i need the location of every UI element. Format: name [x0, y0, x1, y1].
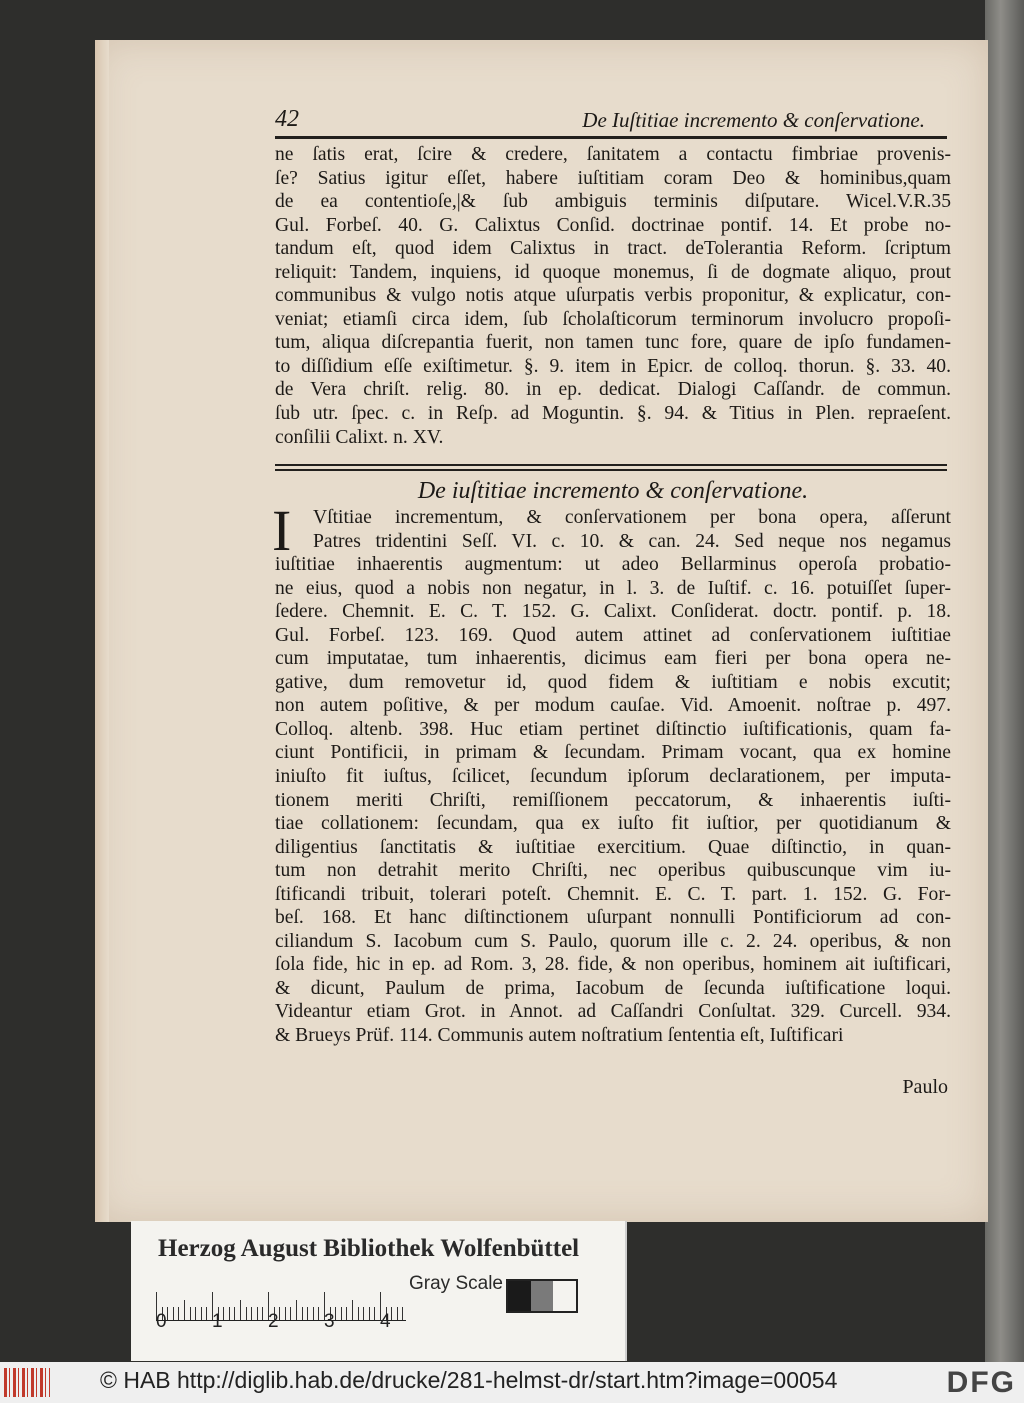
scale-number: 0 [156, 1311, 167, 1332]
text-line: ne eius, quod a nobis non negatur, in l. 3. de Iuſtif. c. 16. potuiſſet ſuper- [275, 577, 951, 599]
text-line: ſedere. Chemnit. E. C. T. 152. G. Calixt. Conſiderat. doctr. pontif. p. 18. [275, 601, 951, 623]
scale-number: 1 [212, 1311, 223, 1332]
text-line: ſtificandi tribuit, tolerari poteſt. Chemnit. E. C. T. part. 1. 152. G. For- [275, 883, 951, 905]
ruler-tick [178, 1307, 179, 1320]
ruler-tick [206, 1307, 207, 1320]
scale-number: 4 [380, 1311, 391, 1332]
header-rule [275, 136, 947, 139]
footer-bar [0, 1362, 1024, 1403]
running-head [275, 106, 955, 134]
text-line: non autem poſitive, & per modum cauſae. Vid. Amoenit. noſtrae p. 497. [275, 695, 951, 717]
running-head-title: De Iuſtitiae incremento & conſervatione. [582, 108, 925, 132]
ruler-tick [190, 1307, 191, 1320]
text-line: ſola fide, hic in ep. ad Rom. 3, 28. fide, & non operibus, hominem ait iuſtificari, [275, 954, 951, 976]
text-line: iniuſto fit iuſtus, ſcilicet, ſecundum ipſorum declarationem, per imputa- [275, 766, 951, 788]
text-line: ne ſatis erat, ſcire & credere, ſanitatem a contactu fimbriae provenis- [275, 144, 951, 165]
ruler-tick [341, 1307, 342, 1320]
ruler-tick [307, 1307, 308, 1320]
page-edge-shadow [95, 40, 109, 1222]
ruler-tick [363, 1307, 364, 1320]
ruler-tick [402, 1307, 403, 1320]
text-line: & dicunt, Paulum de prima, Iacobum de ſecunda iuſtificatione loqui. [275, 977, 951, 999]
section-title: De iuſtitiae incremento & conſervatione. [417, 478, 809, 504]
ruler-tick [201, 1307, 202, 1320]
ruler-tick [335, 1307, 336, 1320]
text-line: gative, dum removetur id, quod fidem & iuſtitiam e nobis excutit; [275, 671, 951, 693]
text-line: cum imputatae, tum inhaerentis, dicimus eam fieri per bona opera ne- [275, 648, 951, 670]
text-line: Gul. Forbeſ. 123. 169. Quod autem attinet ad conſervationem iuſtitiae [275, 624, 951, 646]
text-line: iuſtitiae inhaerentis augmentum: ut adeo Bellarminus operoſa probatio- [275, 554, 951, 576]
swatch-gray [531, 1281, 554, 1311]
ruler-tick [251, 1307, 252, 1320]
scale-number: 2 [268, 1311, 279, 1332]
text-line: de ea contentioſe,|& ſub ambiguis terminis diſputare. Wicel.V.R.35 [275, 191, 951, 213]
text-line: tandum eſt, quod idem Calixtus in tract. deTolerantia Reform. ſcriptum [275, 238, 951, 260]
gray-scale-swatches [506, 1279, 578, 1313]
ruler-tick [374, 1307, 375, 1320]
text-line: tiae collationem: ſecundam, qua ex iuſto fit iuſtior, per quotidianum & [275, 813, 951, 835]
text-line: veniat; etiamſi circa idem, ſub ſcholaſticorum terminorum involucro propoſi- [275, 308, 951, 330]
ruler-tick [391, 1307, 392, 1320]
library-name: Herzog August Bibliothek Wolfenbüttel [158, 1235, 580, 1262]
ruler-tick [229, 1307, 230, 1320]
initial-letter: I [272, 498, 292, 563]
ruler-tick [184, 1300, 185, 1320]
text-line: beſ. 168. Et hanc diſtinctionem uſurpant nonnulli Pontificiorum ad con- [275, 907, 951, 929]
color-reference-card [131, 1221, 627, 1361]
text-line: communibus & vulgo notis atque uſurpatis verbis proponitur, & explicatur, con- [275, 285, 951, 307]
text-line: diligentius ſanctitatis & iuſtitiae exercitium. Quae diſtinctio, in quan- [275, 836, 951, 858]
ruler-tick [346, 1307, 347, 1320]
ruler-tick [234, 1307, 235, 1320]
text-line: Colloq. altenb. 398. Huc etiam pertinet diſtinctio iuſtificationis, quam fa- [275, 718, 951, 740]
text-line: ciunt Pontificii, in primam & ſecundam. Primam vocant, qua ex homine [275, 742, 951, 764]
gray-scale-label: Gray Scale [409, 1273, 503, 1294]
book-spine-strip [985, 0, 1024, 1362]
section-divider-rule [275, 464, 947, 466]
section-divider-rule-lower [275, 469, 947, 471]
text-line: ſe? Satius igitur eſſet, habere iuſtitiam coram Deo & hominibus,quam [275, 167, 951, 189]
text-line: Patres tridentini Seſſ. VI. c. 10. & can. 24. Sed neque nos negamus [313, 530, 951, 552]
swatch-white [553, 1281, 576, 1311]
text-line: de Vera chriſt. relig. 80. in ep. dedicat. Dialogi Caſſandr. de commun. [275, 379, 951, 401]
text-line: ciliandum S. Iacobum cum S. Paulo, quorum ille c. 2. 24. operibus, & non [275, 930, 951, 952]
ruler-tick [358, 1307, 359, 1320]
text-line: ſub utr. ſpec. c. in Reſp. ad Moguntin. §. 94. & Titius in Plen. repraeſent. [275, 403, 951, 425]
footer-url[interactable]: © HAB http://diglib.hab.de/drucke/281-helmst-dr/start.htm?image=00054 [100, 1367, 838, 1393]
text-line: tum non detrahit merito Chriſti, nec operibus quibuscunque vim iu- [275, 860, 951, 882]
ruler-tick [302, 1307, 303, 1320]
hab-logo-icon [4, 1368, 50, 1397]
ruler-tick [262, 1307, 263, 1320]
text-line: Vſtitiae incrementum, & conſervationem per bona opera, aſſerunt [313, 507, 951, 528]
text-line: reliquit: Tandem, inquiens, id quoque monemus, ſi de dogmate aliquo, prout [275, 261, 951, 283]
catchword: Paulo [902, 1076, 948, 1098]
ruler-tick [257, 1307, 258, 1320]
ruler-tick [195, 1307, 196, 1320]
ruler-tick [246, 1307, 247, 1320]
ruler-tick [397, 1307, 398, 1320]
section-body [275, 506, 951, 1048]
page-number: 42 [275, 106, 299, 132]
swatch-black [508, 1281, 531, 1311]
ruler-tick [240, 1300, 241, 1320]
ruler-tick [285, 1307, 286, 1320]
text-line: Gul. Forbeſ. 40. G. Calixtus Conſid. doctrinae pontif. 14. Et probe no- [275, 214, 951, 236]
dfg-logo: DFG [946, 1366, 1016, 1399]
ruler-tick [223, 1307, 224, 1320]
ruler-tick [296, 1300, 297, 1320]
ruler-tick [369, 1307, 370, 1320]
ruler-scale [156, 1270, 406, 1321]
text-line: Videantur etiam Grot. in Annot. ad Caſſandri Conſultat. 329. Curcell. 934. [275, 1001, 951, 1023]
ruler-tick [318, 1307, 319, 1320]
ruler-tick [313, 1307, 314, 1320]
ruler-tick [279, 1307, 280, 1320]
text-line: & Brueys Prüf. 114. Communis autem noſtratium ſententia eſt, Iuſtificari [275, 1025, 844, 1047]
ruler-tick [290, 1307, 291, 1320]
text-line: tionem meriti Chriſti, remiſſionem peccatorum, & inhaerentis iuſti- [275, 789, 951, 811]
ruler-tick [173, 1307, 174, 1320]
paragraph-continued [275, 143, 951, 449]
text-line: conſilii Calixt. n. XV. [275, 426, 444, 448]
ruler-tick [352, 1300, 353, 1320]
text-line: tum, aliqua diſcrepantia fuerit, non tamen tunc fore, quare de ipſo fundamen- [275, 332, 951, 354]
scale-number: 3 [324, 1311, 335, 1332]
ruler-tick [167, 1307, 168, 1320]
text-line: to diſſidium eſſe exiſtimetur. §. 9. item in Epicr. de colloq. thorun. §. 33. 40. [275, 355, 951, 377]
